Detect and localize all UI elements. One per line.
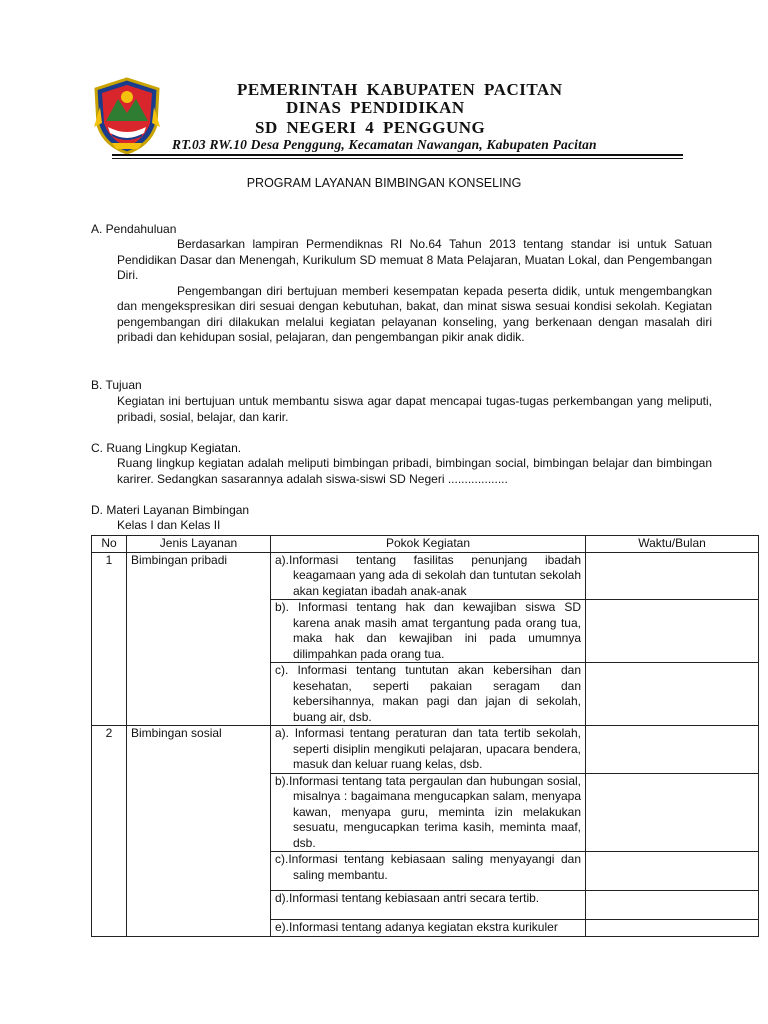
letterhead-government: PEMERINTAH KABUPATEN PACITAN — [237, 80, 563, 99]
letterhead-rule-thin — [112, 158, 683, 159]
time-cell — [586, 852, 759, 891]
section-b-body — [117, 394, 712, 425]
row-number: 2 — [92, 726, 127, 937]
time-cell — [586, 773, 759, 852]
letterhead-department: DINAS PENDIDIKAN — [286, 98, 465, 117]
section-c-paragraph-1: Ruang lingkup kegiatan adalah meliputi bimbingan pribadi, bimbingan social, bimbingan belajar dan bimbingan karirer. Sedangkan sasarannya adalah siswa-siswi SD Negeri .................. — [117, 456, 712, 486]
time-cell — [586, 920, 759, 937]
section-a-paragraph-1: Berdasarkan lampiran Permendiknas RI No.64 Tahun 2013 tentang standar isi untuk Satuan Pendidikan Dasar dan Menengah, Kurikulum SD memuat 8 Mata Pelajaran, Muatan Lokal, dan Pengembangan Diri. — [117, 237, 712, 282]
col-header-jenis-layanan: Jenis Layanan — [127, 536, 271, 553]
regency-coat-of-arms-icon — [92, 77, 162, 155]
service-type: Bimbingan sosial — [127, 726, 271, 937]
activity-item — [271, 726, 586, 774]
letterhead-address: RT.03 RW.10 Desa Penggung, Kecamatan Nawangan, Kabupaten Pacitan — [172, 137, 597, 152]
letterhead-rule-thick — [112, 154, 683, 156]
activity-text: d).Informasi tentang kebiasaan antri secara tertib. — [275, 891, 540, 905]
activity-text: c).Informasi tentang kebiasaan saling menyayangi dan saling membantu. — [275, 852, 581, 882]
activity-item — [271, 552, 586, 600]
activity-item — [271, 600, 586, 663]
section-a-paragraph-2: Pengembangan diri bertujuan memberi kesempatan kepada peserta didik, untuk mengembangkan dan mengekspresikan diri sesuai dengan kebutuhan, bakat, dan minat siswa sesuai kondisi sekolah. Kegiatan pengembangan diri dilakukan melalui kegiatan pelayanan konseling, yang berkenaan dengan masalah diri pribadi dan kehidupan sosial, pelajaran, dan pengembangan pikir anak didik. — [117, 283, 712, 344]
time-cell — [586, 552, 759, 600]
section-c-heading: C. Ruang Lingkup Kegiatan. — [91, 441, 242, 455]
activity-text: b). Informasi tentang hak dan kewajiban siswa SD karena anak masih amat tergantung pada orang tua, maka hak dan kewajiban ini pada umumnya dilimpahkan pada orang tua. — [275, 600, 581, 661]
time-cell — [586, 663, 759, 726]
col-header-pokok-kegiatan: Pokok Kegiatan — [271, 536, 586, 553]
time-cell — [586, 600, 759, 663]
time-cell — [586, 891, 759, 920]
activities-table — [91, 535, 759, 937]
table-row — [92, 552, 759, 600]
activity-text: a).Informasi tentang fasilitas penunjang ibadah keagamaan yang ada di sekolah dan tuntutan sekolah akan kegiatan ibadah anak-anak — [275, 552, 581, 598]
document-title: PROGRAM LAYANAN BIMBINGAN KONSELING — [246, 176, 522, 190]
activity-text: e).Informasi tentang adanya kegiatan ekstra kurikuler — [275, 920, 558, 934]
activity-item — [271, 663, 586, 726]
col-header-waktu-bulan: Waktu/Bulan — [586, 536, 759, 553]
section-c-body — [117, 456, 712, 487]
activity-text: a). Informasi tentang peraturan dan tata tertib sekolah, seperti disiplin mengikuti pelajaran, upacara bendera, masuk dan keluar ruang kelas, dsb. — [275, 726, 581, 771]
activity-text: c). Informasi tentang tuntutan akan kebersihan dan kesehatan, seperti pakaian seragam dan kebersihannya, makan pagi dan jajan di sekolah, buang air, dsb. — [275, 663, 581, 724]
section-b-paragraph-1: Kegiatan ini bertujuan untuk membantu siswa agar dapat mencapai tugas-tugas perkembangan yang meliputi, pribadi, sosial, belajar, dan karir. — [117, 394, 712, 424]
section-d-heading: D. Materi Layanan Bimbingan — [91, 503, 250, 517]
activity-text: b).Informasi tentang tata pergaulan dan hubungan sosial, misalnya : bagaimana mengucapkan salam, menyapa kawan, menyapa guru, meminta izin melakukan sesuatu, mengucapkan terima kasih, meminta maaf, dsb. — [275, 773, 581, 850]
activity-item — [271, 852, 586, 891]
activity-item — [271, 773, 586, 852]
table-row — [92, 726, 759, 774]
section-a-heading: A. Pendahuluan — [91, 222, 177, 236]
table-header-row — [92, 536, 759, 553]
col-header-no: No — [92, 536, 127, 553]
time-cell — [586, 726, 759, 774]
service-type: Bimbingan pribadi — [127, 552, 271, 726]
activity-item — [271, 891, 586, 920]
letterhead-school: SD NEGERI 4 PENGGUNG — [255, 118, 486, 137]
section-d-subheading: Kelas I dan Kelas II — [117, 518, 221, 532]
section-b-heading: B. Tujuan — [91, 378, 142, 392]
section-a-body — [117, 237, 712, 346]
activity-item — [271, 920, 586, 937]
row-number: 1 — [92, 552, 127, 726]
